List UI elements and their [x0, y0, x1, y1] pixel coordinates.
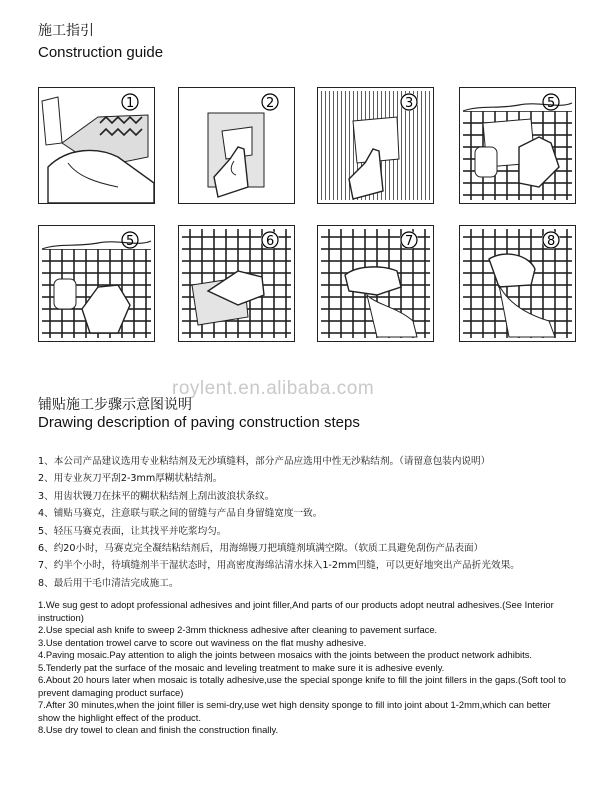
list-item: 5.Tenderly pat the surface of the mosaic and leveling treatment to make sure it is adhesive evenly.: [38, 661, 445, 673]
step-panel-3: [317, 87, 434, 204]
step-number: 5: [126, 234, 135, 249]
step-panel-4: [459, 87, 576, 204]
cn-steps-list: [38, 453, 578, 592]
list-item: 3、用齿状镘刀在抹平的糊状粘结剂上刮出波浪状条纹。: [38, 490, 275, 502]
list-item: 6.About 20 hours later when mosaic is totally adhesive,use the special sponge knife to fill the joint fillers in the gaps.(Soft tool to prevent damaging product surface): [38, 674, 566, 698]
step-number: 8: [547, 234, 556, 249]
list-item: 3.Use dentation trowel carve to score out waviness on the flat mushy adhesive.: [38, 636, 367, 648]
list-item: 7.After 30 minutes,when the joint filler is semi-dry,use wet high density sponge to fill into joint about 1-2mm,which can better show the highlight effect of the product.: [38, 699, 551, 723]
step-number: 1: [126, 96, 135, 111]
step-number: 7: [405, 234, 414, 249]
towel-clean-icon: [459, 225, 576, 342]
step-number: 6: [266, 234, 275, 249]
section-title-en: Drawing description of paving construction steps: [38, 414, 360, 431]
list-item: 1、本公司产品建议选用专业粘结剂及无沙填缝料，部分产品应选用中性无沙粘结剂。（请留意包装内说明）: [38, 456, 491, 467]
list-item: 6、约20小时，马赛克完全凝结粘结剂后，用海绵镘刀把填缝剂填满空隙。（软质工具避免刮伤产品表面）: [38, 543, 484, 555]
paste-mosaic-icon: [459, 87, 576, 204]
step-panel-8: [459, 225, 576, 342]
list-item: 5、轻压马赛克表面，让其找平并吃浆均匀。: [38, 525, 227, 537]
step-panel-5: [38, 225, 155, 342]
step-panel-1: [38, 87, 155, 204]
guide-title-en: Construction guide: [38, 44, 164, 61]
list-item: 8.Use dry towel to clean and finish the construction finally.: [38, 724, 279, 735]
list-item: 4.Paving mosaic.Pay attention to aligh the joints between mosaics with the joints between the product network adhibits.: [38, 649, 533, 660]
section-title-cn: 铺贴施工步骤示意图说明: [38, 397, 192, 413]
list-item: 4、铺贴马赛克，注意联与联之间的留缝与产品自身留缝宽度一致。: [38, 508, 323, 520]
dentation-trowel-icon: [317, 87, 434, 204]
pat-mosaic-icon: [38, 225, 155, 342]
en-steps-list: [38, 599, 568, 737]
list-item: 8、最后用干毛巾清洁完成施工。: [38, 577, 179, 589]
trowel-spread-icon: [178, 87, 295, 204]
list-item: 7、约半个小时，待填缝剂半干湿状态时，用高密度海绵沾清水抹入1-2mm凹缝，可以更好地突出产品折光效果。: [38, 560, 520, 572]
step-panel-2: [178, 87, 295, 204]
step-number: 2: [266, 96, 275, 111]
guide-title-cn: 施工指引: [38, 23, 94, 39]
list-item: 1.We sug gest to adopt professional adhesives and joint filler,And parts of our products adopt neutral adhesives.(See Interior instruction): [38, 599, 554, 623]
list-item: 2、用专业灰刀平刮2-3mm厚糊状粘结剂。: [38, 473, 223, 485]
list-item: 2.Use special ash knife to sweep 2-3mm thickness adhesive after cleaning to pavement surface.: [38, 624, 438, 635]
wall-apply-adhesive-icon: [38, 87, 155, 204]
step-panel-7: [317, 225, 434, 342]
step-number: 5: [547, 96, 556, 111]
watermark: roylent.en.alibaba.com: [172, 378, 375, 399]
fill-joint-icon: [178, 225, 295, 342]
step-number: 3: [405, 96, 414, 111]
sponge-wipe-icon: [317, 225, 434, 342]
step-panel-6: [178, 225, 295, 342]
